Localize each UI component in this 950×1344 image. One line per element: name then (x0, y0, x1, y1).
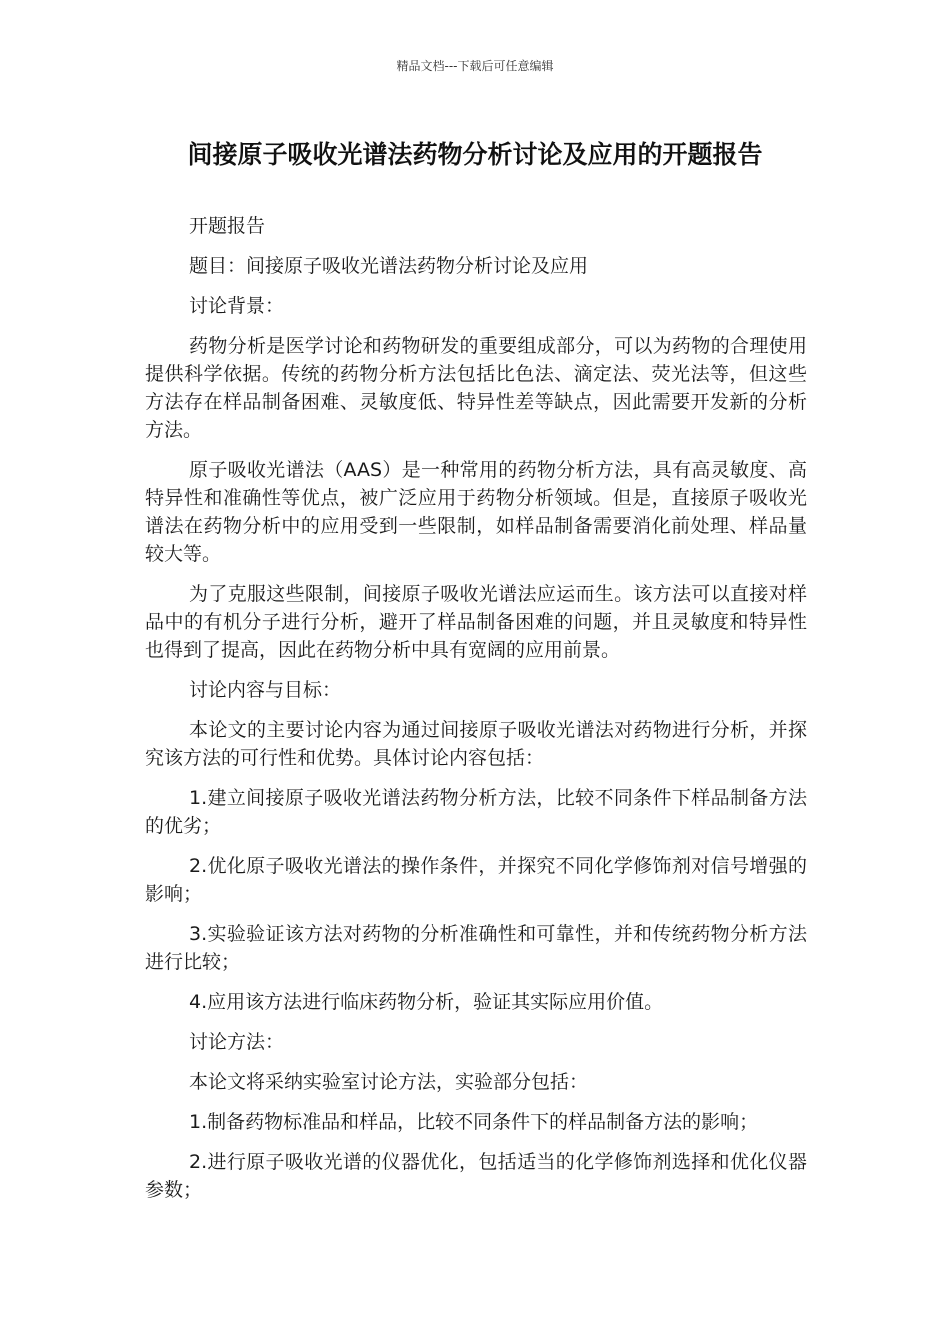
paragraph-background-3: 为了克服这些限制，间接原子吸收光谱法应运而生。该方法可以直接对样品中的有机分子进行分析，避开了样品制备困难的问题，并且灵敏度和特异性也得到了提高，因此在药物分析中具有宽阔的应用前景。 (145, 583, 807, 661)
paragraph-report-label: 开题报告 (189, 215, 266, 237)
document-body (145, 212, 807, 1216)
list-item-content-3: 3.实验验证该方法对药物的分析准确性和可靠性，并和传统药物分析方法进行比较； (145, 923, 807, 973)
paragraph-content-intro: 本论文的主要讨论内容为通过间接原子吸收光谱法对药物进行分析，并探究该方法的可行性和优势。具体讨论内容包括： (145, 719, 807, 769)
document-title: 间接原子吸收光谱法药物分析讨论及应用的开题报告 (187, 140, 763, 169)
list-item-method-2: 2.进行原子吸收光谱的仪器优化，包括适当的化学修饰剂选择和优化仪器参数； (145, 1151, 807, 1201)
paragraph-methods-intro: 本论文将采纳实验室讨论方法，实验部分包括： (189, 1071, 589, 1093)
paragraph-background-1: 药物分析是医学讨论和药物研发的重要组成部分，可以为药物的合理使用提供科学依据。传统的药物分析方法包括比色法、滴定法、荧光法等，但这些方法存在样品制备困难、灵敏度低、特异性差等缺点，因此需要开发新的分析方法。 (145, 335, 807, 441)
list-item-method-1: 1.制备药物标准品和样品，比较不同条件下的样品制备方法的影响； (189, 1111, 759, 1133)
list-item-content-1: 1.建立间接原子吸收光谱法药物分析方法，比较不同条件下样品制备方法的优劣； (145, 787, 807, 837)
header-note: 精品文档---下载后可任意编辑 (396, 59, 554, 73)
list-item-content-4: 4.应用该方法进行临床药物分析，验证其实际应用价值。 (189, 991, 664, 1013)
heading-background: 讨论背景： (189, 295, 285, 317)
paragraph-topic: 题目：间接原子吸收光谱法药物分析讨论及应用 (189, 255, 589, 277)
paragraph-background-2: 原子吸收光谱法（AAS）是一种常用的药物分析方法，具有高灵敏度、高特异性和准确性等优点，被广泛应用于药物分析领域。但是，直接原子吸收光谱法在药物分析中的应用受到一些限制，如样品制备需要消化前处理、样品量较大等。 (145, 459, 807, 565)
heading-content-goals: 讨论内容与目标： (189, 679, 342, 701)
heading-methods: 讨论方法： (189, 1031, 285, 1053)
list-item-content-2: 2.优化原子吸收光谱法的操作条件，并探究不同化学修饰剂对信号增强的影响； (145, 855, 807, 905)
